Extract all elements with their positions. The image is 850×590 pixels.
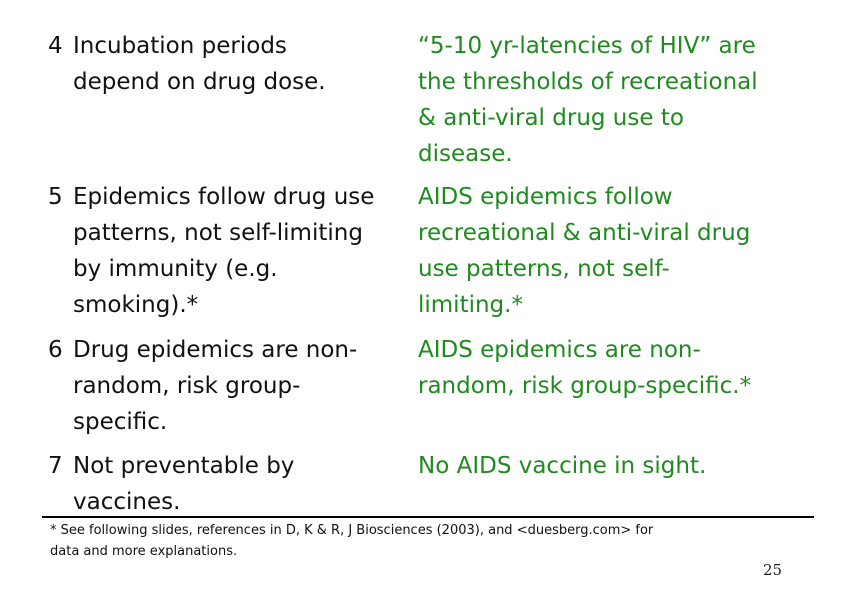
text-line: vaccines. xyxy=(73,489,181,515)
text-line: by immunity (e.g. xyxy=(73,256,278,282)
footnote-divider xyxy=(42,516,814,518)
text-line: Epidemics follow drug use xyxy=(73,184,375,210)
drug-hypothesis-text xyxy=(73,179,408,323)
claim-number: 6 xyxy=(48,337,63,363)
page-number: 25 xyxy=(763,561,783,579)
text-line: AIDS epidemics follow xyxy=(418,184,673,210)
text-line: Incubation periods xyxy=(73,33,287,59)
text-line: the thresholds of recreational xyxy=(418,69,758,95)
claim-number: 7 xyxy=(48,453,63,479)
aids-comparison-text xyxy=(418,28,838,172)
drug-hypothesis-text xyxy=(73,28,408,100)
text-line: depend on drug dose. xyxy=(73,69,326,95)
text-line: random, risk group- xyxy=(73,373,301,399)
text-line: limiting.* xyxy=(418,292,523,318)
footnote xyxy=(50,520,810,562)
text-line: “5-10 yr-latencies of HIV” are xyxy=(418,33,756,59)
footnote-line: data and more explanations. xyxy=(50,544,238,559)
drug-hypothesis-text xyxy=(73,332,408,440)
text-line: disease. xyxy=(418,141,513,167)
text-line: use patterns, not self- xyxy=(418,256,670,282)
text-line: smoking).* xyxy=(73,292,199,318)
footnote-line: * See following slides, references in D, K & R, J Biosciences (2003), and <duesberg.com> for xyxy=(50,523,654,538)
text-line: Not preventable by xyxy=(73,453,295,479)
text-line: specific. xyxy=(73,409,168,435)
claim-number: 5 xyxy=(48,184,63,210)
aids-comparison-text xyxy=(418,179,838,323)
text-line: & anti-viral drug use to xyxy=(418,105,684,131)
text-line: patterns, not self-limiting xyxy=(73,220,363,246)
text-line: Drug epidemics are non- xyxy=(73,337,358,363)
text-line: No AIDS vaccine in sight. xyxy=(418,453,707,479)
text-line: random, risk group-specific.* xyxy=(418,373,752,399)
text-line: recreational & anti-viral drug xyxy=(418,220,751,246)
aids-comparison-text xyxy=(418,332,838,404)
aids-comparison-text xyxy=(418,448,838,484)
claim-number: 4 xyxy=(48,33,63,59)
text-line: AIDS epidemics are non- xyxy=(418,337,701,363)
drug-hypothesis-text xyxy=(73,448,408,520)
